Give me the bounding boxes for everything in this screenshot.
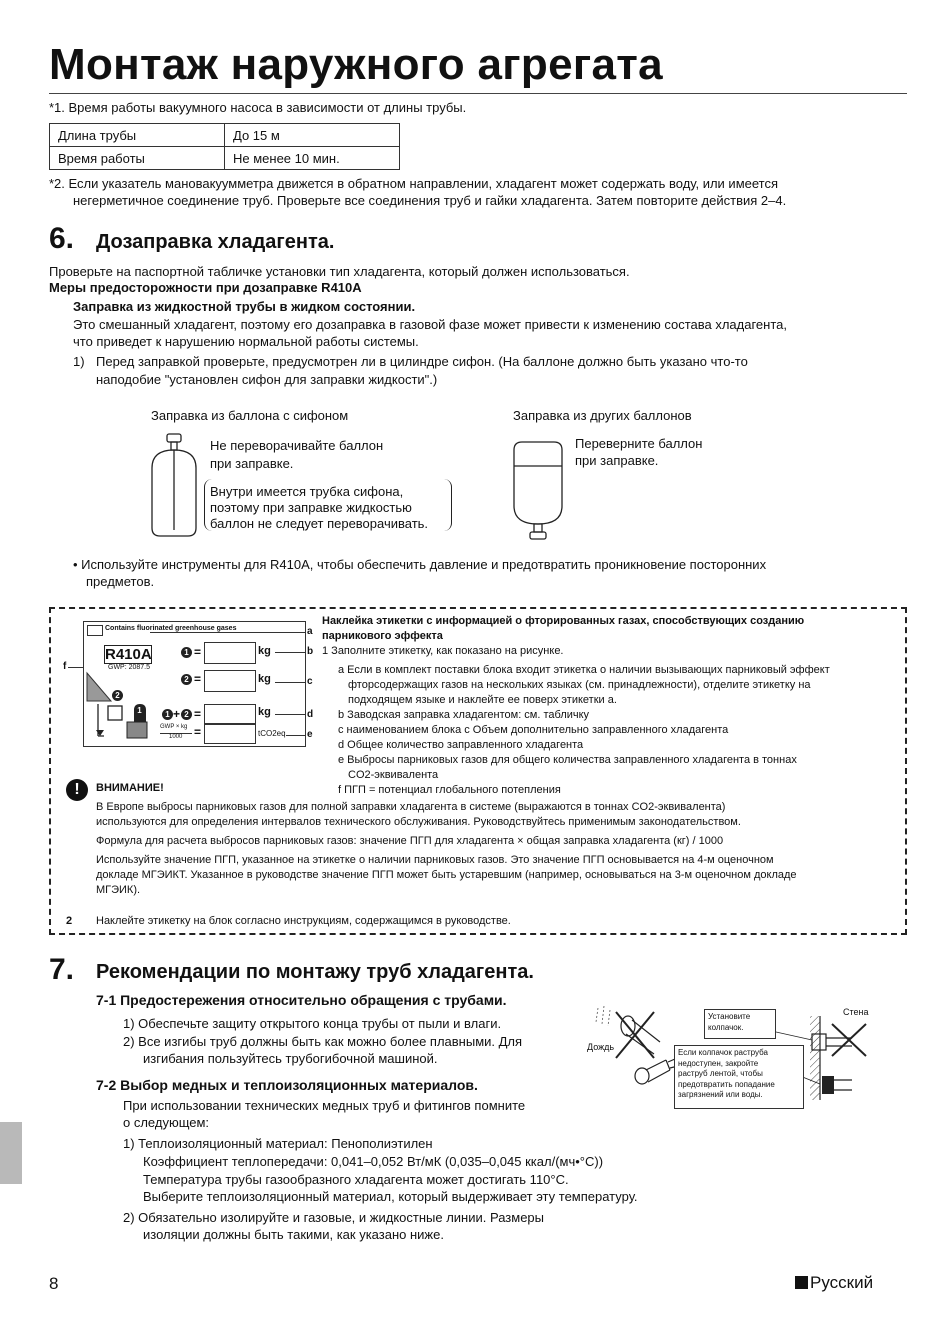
- tape-note-line-5: загрязнений или воды.: [678, 1090, 763, 1099]
- rain-label: Дождь: [587, 1042, 615, 1052]
- callout-letter-f: f: [63, 661, 67, 672]
- invert-cylinder-line-1: Переверните баллон: [575, 436, 703, 451]
- insulation-item-1-line-2: Коэффициент теплопередачи: 0,041–0,052 Вт/мК (0,035–0,045 ккал/(мч•°C)): [143, 1154, 604, 1169]
- fgas-item-c: c наименованием блока с Объем дополнительно заправленного хладагента: [338, 724, 729, 736]
- insulation-item-2-line-1: 2) Обязательно изолируйте и газовые, и жидкостные линии. Размеры: [123, 1210, 544, 1225]
- circle-2-icon: 2: [112, 690, 123, 701]
- insulation-item-1-line-1: 1) Теплоизоляционный материал: Пенополиэтилен: [123, 1136, 433, 1151]
- language-side-tab: [0, 1122, 22, 1184]
- warning-title: ВНИМАНИЕ!: [96, 782, 164, 794]
- circle-1-icon: 1: [134, 705, 145, 716]
- fgas-item-a-line-2: фторсодержащих газов на нескольких языках (см. принадлежности), отделите этикетку на: [348, 679, 811, 691]
- note-1: *1. Время работы вакуумного насоса в зависимости от длины трубы.: [49, 100, 467, 115]
- other-cylinder-caption: Заправка из других баллонов: [513, 408, 692, 423]
- note-2-line-2: негерметичное соединение труб. Проверьте все соединения труб и гайки хладагента. Затем повторите действия 2–4.: [73, 193, 787, 208]
- callout-letter-d: d: [307, 709, 314, 720]
- fgas-item-a-line-3: подходящем языке и наклейте ее поверх этикетки a.: [348, 694, 617, 706]
- table-cell: Не менее 10 мин.: [225, 147, 400, 170]
- copper-intro-line-2: о следующем:: [123, 1115, 210, 1130]
- siphon-note-line-3: баллон не следует переворачивать.: [210, 516, 429, 531]
- page-number: 8: [49, 1274, 59, 1293]
- table-cell: До 15 м: [225, 124, 400, 147]
- inverted-cylinder-illustration: [508, 438, 568, 542]
- fgas-heading-line-1: Наклейка этикетки с информацией о фторированных газах, способствующих созданию: [322, 615, 805, 627]
- tape-note-line-4: предотвратить попадание: [678, 1079, 775, 1089]
- tape-note-line-3: раструб лентой, чтобы: [678, 1069, 763, 1078]
- leader-f-line: [68, 667, 84, 668]
- circle-2-icon: 2: [181, 674, 192, 685]
- section-6-title: Дозаправка хладагента.: [96, 231, 335, 253]
- circle-2-icon: 2: [181, 709, 192, 720]
- language-marker-icon: [795, 1276, 808, 1289]
- r410a-tools-bullet-line-2: предметов.: [86, 574, 155, 589]
- leader-e-line: [286, 735, 306, 736]
- callout-letter-e: e: [307, 729, 313, 740]
- invert-cylinder-line-2: при заправке.: [575, 453, 659, 468]
- copper-intro-line-1: При использовании технических медных труб и фитингов помните: [123, 1098, 526, 1113]
- sticker-refrigerant: R410A: [105, 646, 152, 663]
- fgas-item-f: f ПГП = потенциал глобального потепления: [338, 784, 561, 796]
- fgas-item-e-line-1: e Выбросы парниковых газов для общего количества заправленного хладагента в тоннах: [338, 754, 797, 766]
- circle-1-icon: 1: [181, 647, 192, 658]
- equals-sign: =: [194, 725, 202, 739]
- gwp-formula-top: GWP × kg: [160, 724, 188, 730]
- equals-sign: =: [194, 672, 202, 686]
- pipe-time-table: [49, 123, 400, 170]
- section-6-number: 6.: [49, 222, 75, 255]
- note-2-line-1: *2. Если указатель мановакуумметра движется в обратном направлении, хладагент может содержать воду, или имеется: [49, 176, 779, 191]
- fgas-step-1: 1 Заполните этикетку, как показано на рисунке.: [322, 645, 564, 657]
- circle-1-icon: 1: [162, 709, 173, 720]
- do-not-invert-line-1: Не переворачивайте баллон: [210, 438, 384, 453]
- warning-icon: !: [66, 779, 88, 801]
- tco2eq-unit: tCO2eq: [258, 729, 286, 738]
- kg-unit: kg: [258, 645, 271, 657]
- sticker-header: Contains fluorinated greenhouse gases: [105, 625, 237, 632]
- book-icon: [87, 625, 103, 636]
- page-title: Монтаж наружного агрегата: [49, 40, 663, 89]
- fgas-item-b: b Заводская заправка хладагентом: см. табличку: [338, 709, 590, 721]
- tape-note: [674, 1045, 804, 1109]
- mixed-refrigerant-line-2: что приведет к нарушению нормальной работы системы.: [73, 334, 419, 349]
- siphon-note-line-1: Внутри имеется трубка сифона,: [210, 484, 404, 499]
- fgas-item-d: d Общее количество заправленного хладагента: [338, 739, 584, 751]
- list-item-number: 1): [73, 354, 85, 369]
- r410a-tools-bullet-line-1: • Используйте инструменты для R410A, чтобы обеспечить давление и предотвратить проникновение посторонних: [73, 557, 767, 572]
- factory-charge-field: [204, 642, 256, 664]
- siphon-check-line-1: Перед заправкой проверьте, предусмотрен ли в цилиндре сифон. (На баллоне должно быть указано что-то: [96, 354, 748, 369]
- insulation-item-1-line-4: Выберите теплоизоляционный материал, который выдерживает эту температуру.: [143, 1189, 638, 1204]
- siphon-cylinder-caption: Заправка из баллона с сифоном: [151, 408, 349, 423]
- pipe-handling-item-2-line-1: 2) Все изгибы труб должны быть как можно более плавными. Для: [123, 1034, 523, 1049]
- plus-sign: +: [173, 707, 181, 721]
- warning-line-1: В Европе выбросы парниковых газов для полной заправки хладагента в системе (выражаются в тоннах CO2-эквивалента): [96, 801, 726, 813]
- kg-unit: kg: [258, 706, 271, 718]
- title-rule: [49, 93, 907, 94]
- table-cell: Время работы: [50, 147, 225, 170]
- install-cap-line-2: колпачок.: [708, 1023, 744, 1032]
- warning-line-2: используются для определения интервалов технического обслуживания. Руководствуйтесь применимым законодательством.: [96, 816, 741, 828]
- r410a-precautions-heading: Меры предосторожности при дозаправке R410A: [49, 280, 362, 295]
- wall-label: Стена: [843, 1007, 869, 1017]
- subsection-7-2-title: 7-2 Выбор медных и теплоизоляционных материалов.: [96, 1077, 478, 1093]
- table-cell: Длина трубы: [50, 124, 225, 147]
- tape-note-line-2: недоступен, закройте: [678, 1058, 759, 1068]
- kg-unit: kg: [258, 673, 271, 685]
- siphon-note-line-2: поэтому при заправке жидкостью: [210, 500, 412, 515]
- leader-a-line: [150, 632, 306, 633]
- section-6-intro: Проверьте на паспортной табличке установки тип хладагента, который должен использоваться.: [49, 264, 630, 279]
- section-7-title: Рекомендации по монтажу труб хладагента.: [96, 961, 534, 983]
- fgas-item-e-line-2: CO2-эквивалента: [348, 769, 439, 781]
- callout-letter-c: c: [307, 676, 313, 687]
- callout-letter-a: a: [307, 626, 313, 637]
- warning-formula: Формула для расчета выбросов парниковых газов: значение ПГП для хладагента × общая заправка хладагента (кг) / 1000: [96, 835, 724, 847]
- insulation-item-1-line-3: Температура трубы газообразного хладагента может достигать 110°C.: [143, 1172, 569, 1187]
- language-label: Русский: [810, 1273, 874, 1292]
- fgas-heading-line-2: парникового эффекта: [322, 630, 443, 642]
- install-cap-note: [704, 1009, 776, 1039]
- subsection-7-1-title: 7-1 Предостережения относительно обращения с трубами.: [96, 992, 507, 1008]
- fgas-item-a-line-1: a Если в комплект поставки блока входит этикетка о наличии вызывающих парниковый эффект: [338, 664, 830, 676]
- warning-line-6: МГЭИК).: [96, 884, 141, 896]
- leader-b-line: [275, 652, 306, 653]
- equals-sign: =: [194, 645, 202, 659]
- equals-sign: =: [194, 707, 202, 721]
- siphon-cylinder-illustration: [144, 430, 210, 542]
- install-cap-line-1: Установите: [708, 1012, 751, 1021]
- warning-line-4: Используйте значение ПГП, указанное на этикетке о наличии парниковых газов. Это значение ПГП основывается на 4-м оценочном: [96, 854, 774, 866]
- insulation-item-2-line-2: изоляции должны быть такими, как указано ниже.: [143, 1227, 444, 1242]
- pipe-handling-item-2-line-2: изгибания пользуйтесь трубогибочной машиной.: [143, 1051, 438, 1066]
- table-row: [50, 124, 400, 147]
- do-not-invert-line-2: при заправке.: [210, 456, 294, 471]
- total-charge-field: [204, 704, 256, 724]
- gwp-formula-bottom: 1000: [169, 734, 183, 740]
- additional-charge-field: [204, 670, 256, 692]
- mixed-refrigerant-line-1: Это смешанный хладагент, поэтому его дозаправка в газовой фазе может привести к изменению состава хладагента,: [73, 317, 787, 332]
- callout-letter-b: b: [307, 646, 314, 657]
- liquid-charging-heading: Заправка из жидкостной трубы в жидком состоянии.: [73, 299, 416, 314]
- section-7-number: 7.: [49, 953, 75, 986]
- warning-line-5: докладе МГЭИКТ. Указанное в руководстве значение ПГП может быть устаревшим (например, основываться на 3-м оценочном докладе: [96, 869, 797, 881]
- leader-d-line: [275, 714, 306, 715]
- sticker-triangle-shape: [85, 671, 113, 703]
- table-row: [50, 147, 400, 170]
- siphon-check-line-2: наподобие "установлен сифон для заправки жидкости".): [96, 372, 438, 387]
- sticker-gwp: GWP: 2087.5: [108, 664, 151, 671]
- tape-note-line-1: Если колпачок раструба: [678, 1048, 768, 1057]
- co2-equivalent-field: [204, 724, 256, 744]
- leader-c-line: [275, 682, 306, 683]
- fgas-step-2-number: 2: [66, 915, 73, 927]
- fgas-step-2: Наклейте этикетку на блок согласно инструкциям, содержащимся в руководстве.: [96, 915, 511, 927]
- pipe-handling-item-1: 1) Обеспечьте защиту открытого конца трубы от пыли и влаги.: [123, 1016, 502, 1031]
